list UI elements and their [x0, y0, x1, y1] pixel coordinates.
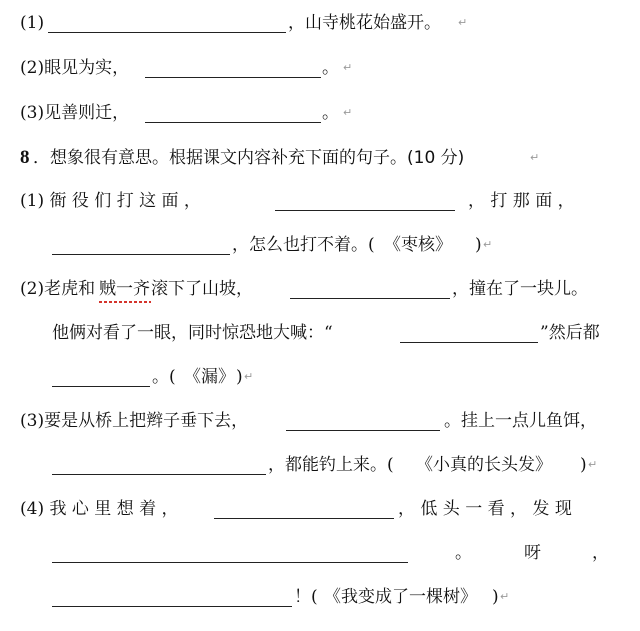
source-title: 《枣核》 [384, 235, 452, 255]
question-title: ．想象很有意思。根据课文内容补充下面的句子。(10 分) [33, 148, 465, 168]
source-close: ) [236, 367, 243, 387]
answer-blank[interactable] [52, 562, 408, 563]
sentence-text: ，撞在了一块儿。 [452, 279, 588, 299]
answer-blank[interactable] [52, 386, 150, 387]
sentence-text: (2)眼见为实， [20, 58, 130, 78]
sentence-text: ，都能钓上来。( [268, 455, 394, 475]
sentence-text: (3)见善则迁， [20, 103, 130, 123]
answer-blank[interactable] [275, 210, 455, 211]
sentence-text: ，怎么也打不着。( [232, 235, 375, 255]
paragraph-mark-icon: ↵ [483, 238, 493, 251]
spellcheck-underline [99, 301, 151, 303]
sentence-text: ！( [294, 587, 318, 607]
sentence-text: 。 [455, 543, 472, 563]
answer-blank[interactable] [214, 518, 394, 519]
answer-blank[interactable] [286, 430, 440, 431]
sentence-text: 呀 [524, 543, 541, 563]
answer-blank[interactable] [145, 77, 321, 78]
sentence-text: (3)要是从桥上把辫子垂下去， [20, 411, 249, 431]
answer-blank[interactable] [145, 122, 321, 123]
answer-blank[interactable] [290, 298, 450, 299]
paragraph-mark-icon: ↵ [530, 151, 540, 164]
source-title: 《漏》 [184, 367, 235, 387]
sentence-text: (2)老虎和 [20, 279, 96, 299]
paragraph-mark-icon: ↵ [500, 590, 510, 603]
sentence-text: (4) 我 心 里 想 着 ， [20, 499, 179, 519]
sentence-text: ， 低 头 一 看 ， 发 现 [398, 499, 572, 519]
paragraph-mark-icon: ↵ [343, 61, 353, 74]
paragraph-mark-icon: ↵ [244, 370, 254, 383]
paragraph-mark-icon: ↵ [458, 16, 468, 29]
answer-blank[interactable] [48, 32, 286, 33]
paragraph-mark-icon: ↵ [588, 458, 598, 471]
source-title: 《我变成了一棵树》 [324, 587, 477, 607]
sentence-text: ， 打 那 面 ， [468, 191, 575, 211]
item-number: (1) [20, 13, 45, 33]
sentence-text: 。挂上一点儿鱼饵， [444, 411, 597, 431]
sentence-text: ， [592, 543, 609, 563]
answer-blank[interactable] [400, 342, 538, 343]
paragraph-mark-icon: ↵ [343, 106, 353, 119]
answer-blank[interactable] [52, 254, 230, 255]
question-number: 8 [20, 147, 30, 168]
answer-blank[interactable] [52, 606, 292, 607]
sentence-text: 他俩对看了一眼，同时惊恐地大喊：“ [52, 323, 333, 343]
sentence-end: 。 [322, 103, 339, 123]
sentence-text: ”然后都 [540, 323, 600, 343]
sentence-end: 。 [322, 58, 339, 78]
answer-blank[interactable] [52, 474, 266, 475]
source-title: 《小真的长头发》 [416, 455, 552, 475]
sentence-text: 滚下了山坡， [151, 279, 253, 299]
sentence-text: ，山寺桃花始盛开。 [288, 13, 441, 33]
sentence-text: (1) 衙 役 们 打 这 面 ， [20, 191, 201, 211]
sentence-text: 。( [152, 367, 176, 387]
source-close: ) [475, 235, 482, 255]
source-close: ) [492, 587, 499, 607]
misspelled-word: 贼一齐 [99, 279, 150, 299]
source-close: ) [580, 455, 587, 475]
